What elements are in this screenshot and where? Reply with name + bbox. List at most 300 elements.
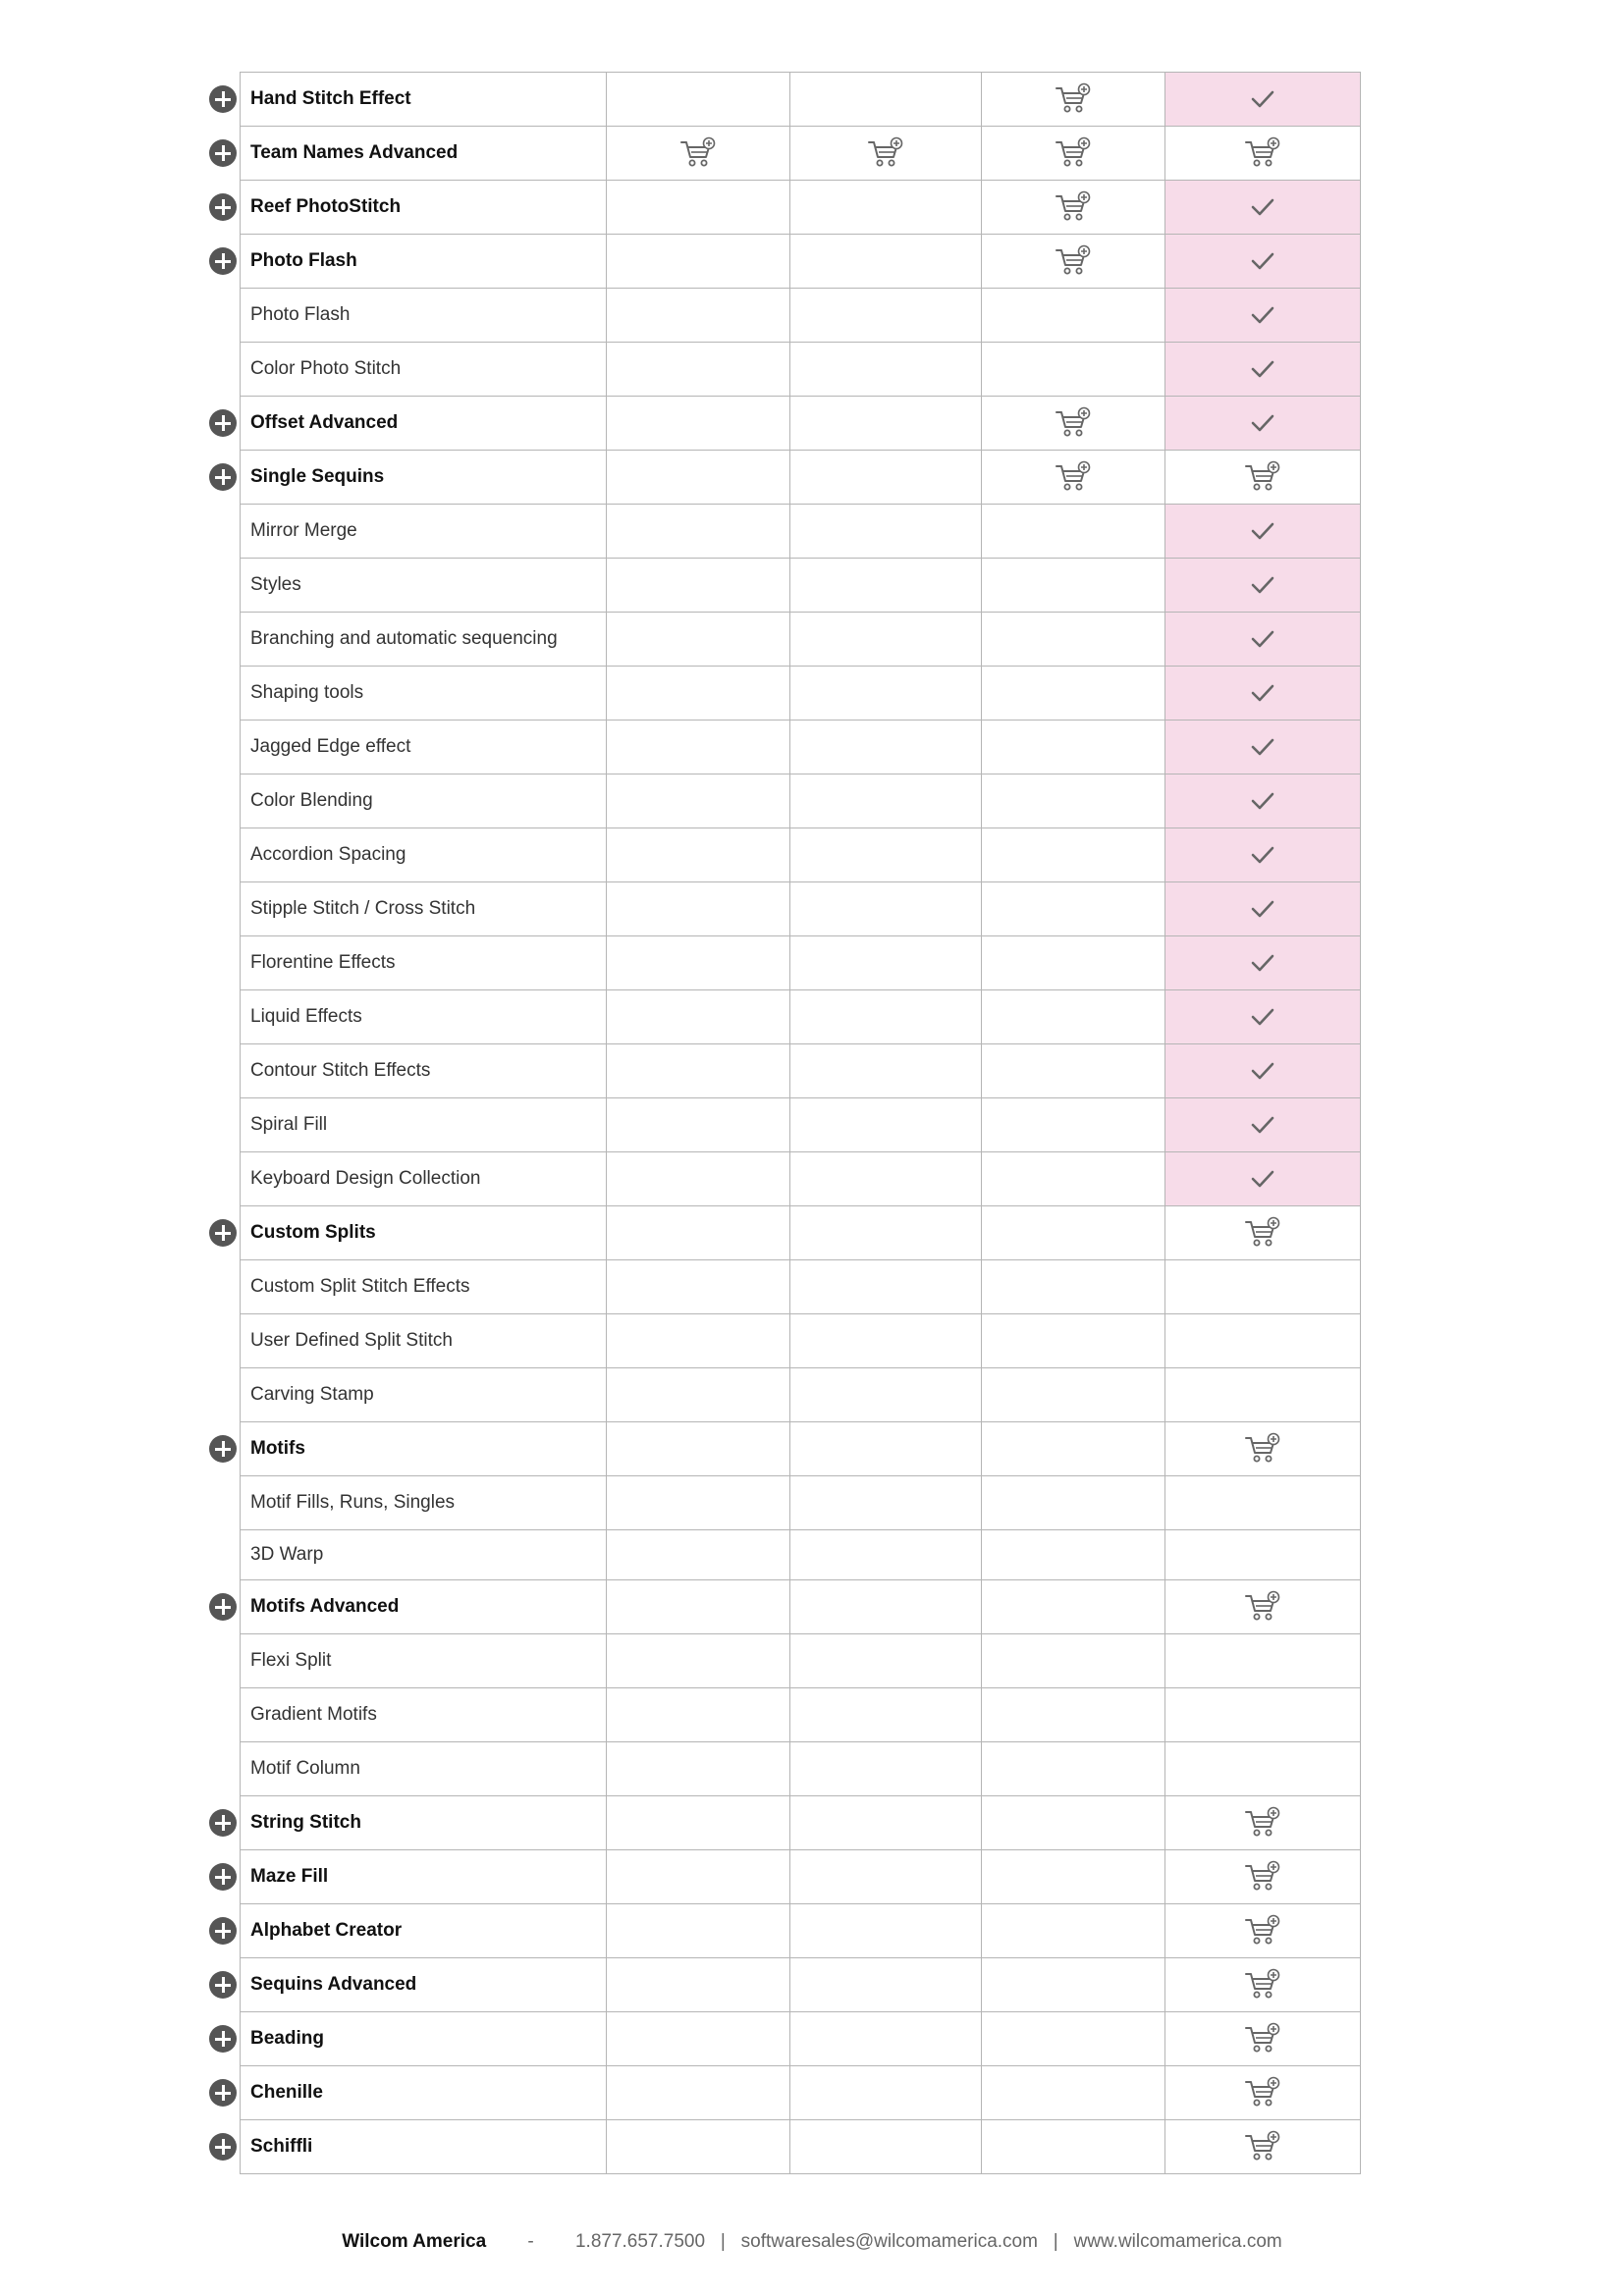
plus-circle-icon[interactable]	[209, 1435, 237, 1463]
edition-cell-3	[982, 1850, 1165, 1904]
feature-label: Offset Advanced	[250, 412, 399, 433]
edition-cell-1	[607, 289, 790, 343]
feature-name-cell	[241, 1530, 607, 1580]
edition-cell-1	[607, 1904, 790, 1958]
edition-cell-3	[982, 2066, 1165, 2120]
edition-cell-4	[1165, 1044, 1361, 1098]
feature-name-cell	[241, 289, 607, 343]
checkmark-icon	[1250, 520, 1275, 542]
edition-cell-4	[1165, 613, 1361, 667]
edition-cell-4	[1165, 1742, 1361, 1796]
plus-circle-icon[interactable]	[209, 1809, 237, 1837]
edition-cell-1	[607, 397, 790, 451]
feature-name-cell	[241, 1580, 607, 1634]
table-row	[241, 1368, 1361, 1422]
feature-label: Color Blending	[250, 790, 373, 811]
feature-label: Carving Stamp	[250, 1384, 374, 1405]
plus-circle-icon[interactable]	[209, 1971, 237, 1999]
add-to-cart-icon[interactable]	[1055, 244, 1092, 278]
edition-cell-4	[1165, 936, 1361, 990]
edition-cell-4	[1165, 1422, 1361, 1476]
edition-cell-4	[1165, 2120, 1361, 2174]
edition-cell-4	[1165, 990, 1361, 1044]
edition-cell-4	[1165, 73, 1361, 127]
plus-circle-icon[interactable]	[209, 1863, 237, 1891]
feature-name-cell	[241, 2066, 607, 2120]
feature-label: Reef PhotoStitch	[250, 196, 402, 217]
edition-cell-4	[1165, 1958, 1361, 2012]
table-row	[241, 1476, 1361, 1530]
edition-cell-3	[982, 2012, 1165, 2066]
checkmark-icon	[1250, 1114, 1275, 1136]
edition-cell-3	[982, 1476, 1165, 1530]
edition-cell-3	[982, 721, 1165, 774]
add-to-cart-icon[interactable]	[1055, 82, 1092, 116]
edition-cell-1	[607, 127, 790, 181]
feature-label: Custom Split Stitch Effects	[250, 1276, 470, 1297]
feature-name-cell	[241, 1958, 607, 2012]
checkmark-icon	[1250, 88, 1275, 110]
plus-circle-icon[interactable]	[209, 2079, 237, 2107]
edition-cell-2	[790, 1260, 982, 1314]
plus-circle-icon[interactable]	[209, 1219, 237, 1247]
feature-name-cell	[241, 73, 607, 127]
feature-label: Beading	[250, 2028, 324, 2049]
edition-cell-1	[607, 2012, 790, 2066]
edition-cell-2	[790, 451, 982, 505]
table-row	[241, 774, 1361, 828]
table-row	[241, 1152, 1361, 1206]
edition-cell-1	[607, 1260, 790, 1314]
edition-cell-2	[790, 1796, 982, 1850]
add-to-cart-icon[interactable]	[1244, 1806, 1281, 1840]
edition-cell-2	[790, 1098, 982, 1152]
edition-cell-2	[790, 1958, 982, 2012]
edition-cell-4	[1165, 559, 1361, 613]
footer-phone[interactable]: 1.877.657.7500	[574, 2231, 706, 2252]
edition-cell-1	[607, 505, 790, 559]
edition-cell-2	[790, 1850, 982, 1904]
add-to-cart-icon[interactable]	[1244, 1860, 1281, 1894]
feature-label: Florentine Effects	[250, 952, 396, 973]
feature-label: Single Sequins	[250, 466, 385, 487]
edition-cell-2	[790, 181, 982, 235]
edition-cell-3	[982, 343, 1165, 397]
edition-cell-3	[982, 505, 1165, 559]
edition-cell-2	[790, 1314, 982, 1368]
plus-circle-icon[interactable]	[209, 1593, 237, 1621]
edition-cell-4	[1165, 1580, 1361, 1634]
add-to-cart-icon[interactable]	[1055, 136, 1092, 170]
add-to-cart-icon[interactable]	[1244, 136, 1281, 170]
feature-name-cell	[241, 235, 607, 289]
table-row	[241, 1098, 1361, 1152]
feature-name-cell	[241, 1368, 607, 1422]
feature-name-cell	[241, 1422, 607, 1476]
feature-label: Flexi Split	[250, 1650, 332, 1671]
edition-cell-1	[607, 1796, 790, 1850]
plus-circle-icon[interactable]	[209, 1917, 237, 1945]
edition-cell-2	[790, 721, 982, 774]
table-row	[241, 1530, 1361, 1580]
feature-name-cell	[241, 613, 607, 667]
feature-name-cell	[241, 721, 607, 774]
edition-cell-2	[790, 1634, 982, 1688]
feature-label: String Stitch	[250, 1812, 361, 1833]
table-row	[241, 613, 1361, 667]
table-row	[241, 397, 1361, 451]
edition-cell-1	[607, 1314, 790, 1368]
add-to-cart-icon[interactable]	[1244, 1914, 1281, 1948]
edition-cell-4	[1165, 1314, 1361, 1368]
edition-cell-3	[982, 1098, 1165, 1152]
checkmark-icon	[1250, 952, 1275, 974]
edition-cell-2	[790, 289, 982, 343]
table-row	[241, 828, 1361, 882]
table-row	[241, 127, 1361, 181]
edition-cell-2	[790, 1530, 982, 1580]
plus-circle-icon[interactable]	[209, 463, 237, 491]
edition-cell-2	[790, 1422, 982, 1476]
edition-cell-2	[790, 1152, 982, 1206]
edition-cell-2	[790, 1742, 982, 1796]
edition-cell-1	[607, 613, 790, 667]
table-row	[241, 1580, 1361, 1634]
edition-cell-1	[607, 451, 790, 505]
edition-cell-2	[790, 1476, 982, 1530]
table-row	[241, 1422, 1361, 1476]
table-row	[241, 2066, 1361, 2120]
edition-cell-1	[607, 1476, 790, 1530]
edition-cell-4	[1165, 451, 1361, 505]
feature-label: Liquid Effects	[250, 1006, 362, 1027]
add-to-cart-icon[interactable]	[1244, 2076, 1281, 2109]
edition-cell-2	[790, 1368, 982, 1422]
feature-label: Alphabet Creator	[250, 1920, 403, 1941]
checkmark-icon	[1250, 844, 1275, 866]
feature-name-cell	[241, 127, 607, 181]
edition-cell-4	[1165, 127, 1361, 181]
edition-cell-1	[607, 774, 790, 828]
feature-name-cell	[241, 1476, 607, 1530]
feature-label: User Defined Split Stitch	[250, 1330, 453, 1351]
table-row	[241, 451, 1361, 505]
feature-label: Custom Splits	[250, 1222, 376, 1243]
feature-name-cell	[241, 990, 607, 1044]
edition-cell-4	[1165, 1152, 1361, 1206]
checkmark-icon	[1250, 1006, 1275, 1028]
feature-label: Chenille	[250, 2082, 323, 2103]
edition-cell-1	[607, 2120, 790, 2174]
feature-label: Mirror Merge	[250, 520, 357, 541]
feature-name-cell	[241, 1206, 607, 1260]
feature-label: Maze Fill	[250, 1866, 329, 1887]
edition-cell-3	[982, 990, 1165, 1044]
feature-name-cell	[241, 774, 607, 828]
add-to-cart-icon[interactable]	[1055, 406, 1092, 440]
plus-circle-icon[interactable]	[209, 247, 237, 275]
edition-cell-4	[1165, 1850, 1361, 1904]
edition-cell-1	[607, 721, 790, 774]
feature-label: Color Photo Stitch	[250, 358, 402, 379]
feature-name-cell	[241, 936, 607, 990]
edition-cell-2	[790, 73, 982, 127]
add-to-cart-icon[interactable]	[1055, 190, 1092, 224]
edition-cell-1	[607, 1044, 790, 1098]
footer	[0, 2231, 1624, 2253]
footer-separator: |	[1053, 2231, 1058, 2252]
edition-cell-1	[607, 667, 790, 721]
table-row	[241, 1850, 1361, 1904]
edition-cell-1	[607, 1958, 790, 2012]
edition-cell-3	[982, 1260, 1165, 1314]
edition-cell-1	[607, 2066, 790, 2120]
edition-cell-2	[790, 559, 982, 613]
edition-cell-3	[982, 1688, 1165, 1742]
feature-label: Photo Flash	[250, 250, 357, 271]
table-row	[241, 235, 1361, 289]
checkmark-icon	[1250, 1168, 1275, 1190]
feature-name-cell	[241, 1742, 607, 1796]
feature-label: Schiffli	[250, 2136, 313, 2157]
edition-cell-3	[982, 1044, 1165, 1098]
add-to-cart-icon[interactable]	[1244, 1432, 1281, 1466]
feature-label: Keyboard Design Collection	[250, 1168, 481, 1189]
edition-cell-1	[607, 828, 790, 882]
edition-cell-3	[982, 451, 1165, 505]
edition-cell-2	[790, 235, 982, 289]
feature-label: Motifs	[250, 1438, 305, 1459]
footer-website[interactable]: www.wilcomamerica.com	[1073, 2231, 1282, 2252]
edition-cell-2	[790, 1044, 982, 1098]
edition-cell-2	[790, 505, 982, 559]
edition-cell-4	[1165, 1098, 1361, 1152]
edition-cell-2	[790, 882, 982, 936]
plus-circle-icon[interactable]	[209, 409, 237, 437]
feature-name-cell	[241, 2120, 607, 2174]
footer-company: Wilcom America	[342, 2231, 487, 2252]
feature-name-cell	[241, 1796, 607, 1850]
edition-cell-1	[607, 1688, 790, 1742]
feature-name-cell	[241, 1098, 607, 1152]
feature-label: Gradient Motifs	[250, 1704, 377, 1725]
add-to-cart-icon[interactable]	[1244, 1216, 1281, 1250]
add-to-cart-icon[interactable]	[1244, 1968, 1281, 2002]
checkmark-icon	[1250, 736, 1275, 758]
edition-cell-3	[982, 774, 1165, 828]
table-row	[241, 667, 1361, 721]
edition-cell-2	[790, 613, 982, 667]
checkmark-icon	[1250, 1060, 1275, 1082]
table-row	[241, 559, 1361, 613]
edition-cell-2	[790, 343, 982, 397]
feature-label: Contour Stitch Effects	[250, 1060, 431, 1081]
add-to-cart-icon[interactable]	[679, 136, 717, 170]
feature-label: Styles	[250, 574, 301, 595]
edition-cell-1	[607, 559, 790, 613]
checkmark-icon	[1250, 250, 1275, 272]
edition-cell-1	[607, 882, 790, 936]
feature-label: Motif Fills, Runs, Singles	[250, 1492, 456, 1513]
edition-cell-3	[982, 882, 1165, 936]
edition-cell-1	[607, 1530, 790, 1580]
add-to-cart-icon[interactable]	[1244, 460, 1281, 494]
edition-cell-2	[790, 2012, 982, 2066]
edition-cell-1	[607, 1098, 790, 1152]
edition-cell-4	[1165, 1260, 1361, 1314]
edition-cell-4	[1165, 2012, 1361, 2066]
add-to-cart-icon[interactable]	[1244, 2022, 1281, 2056]
feature-label: Branching and automatic sequencing	[250, 628, 558, 649]
edition-cell-3	[982, 397, 1165, 451]
plus-circle-icon[interactable]	[209, 85, 237, 113]
feature-label: Spiral Fill	[250, 1114, 328, 1135]
edition-cell-1	[607, 936, 790, 990]
feature-label: Hand Stitch Effect	[250, 88, 411, 109]
edition-cell-4	[1165, 721, 1361, 774]
edition-cell-2	[790, 774, 982, 828]
table-row	[241, 1260, 1361, 1314]
feature-name-cell	[241, 505, 607, 559]
footer-email[interactable]: softwaresales@wilcomamerica.com	[740, 2231, 1038, 2252]
edition-cell-4	[1165, 1634, 1361, 1688]
edition-cell-4	[1165, 828, 1361, 882]
feature-name-cell	[241, 1904, 607, 1958]
feature-label: Sequins Advanced	[250, 1974, 417, 1995]
edition-cell-3	[982, 1904, 1165, 1958]
feature-name-cell	[241, 559, 607, 613]
feature-label: Accordion Spacing	[250, 844, 406, 865]
add-to-cart-icon[interactable]	[1244, 1590, 1281, 1624]
checkmark-icon	[1250, 898, 1275, 920]
edition-cell-4	[1165, 505, 1361, 559]
edition-cell-3	[982, 828, 1165, 882]
edition-cell-3	[982, 127, 1165, 181]
table-row	[241, 181, 1361, 235]
plus-circle-icon[interactable]	[209, 139, 237, 167]
edition-cell-2	[790, 1904, 982, 1958]
edition-cell-4	[1165, 289, 1361, 343]
edition-cell-2	[790, 2120, 982, 2174]
checkmark-icon	[1250, 196, 1275, 218]
edition-cell-1	[607, 1634, 790, 1688]
edition-cell-3	[982, 2120, 1165, 2174]
table-row	[241, 2120, 1361, 2174]
table-row	[241, 1688, 1361, 1742]
edition-cell-1	[607, 235, 790, 289]
edition-cell-2	[790, 1688, 982, 1742]
table-row	[241, 289, 1361, 343]
feature-name-cell	[241, 343, 607, 397]
table-row	[241, 1796, 1361, 1850]
checkmark-icon	[1250, 358, 1275, 380]
edition-cell-1	[607, 181, 790, 235]
edition-cell-4	[1165, 1796, 1361, 1850]
edition-cell-4	[1165, 181, 1361, 235]
edition-cell-4	[1165, 1368, 1361, 1422]
edition-cell-3	[982, 1958, 1165, 2012]
feature-name-cell	[241, 1152, 607, 1206]
edition-cell-3	[982, 289, 1165, 343]
feature-name-cell	[241, 1260, 607, 1314]
edition-cell-2	[790, 127, 982, 181]
edition-cell-2	[790, 1580, 982, 1634]
table-row	[241, 936, 1361, 990]
table-row	[241, 2012, 1361, 2066]
footer-separator: |	[720, 2231, 726, 2252]
edition-cell-3	[982, 1634, 1165, 1688]
edition-cell-1	[607, 1152, 790, 1206]
feature-label: 3D Warp	[250, 1544, 324, 1565]
table-row	[241, 721, 1361, 774]
table-body	[241, 73, 1361, 2174]
edition-cell-3	[982, 1314, 1165, 1368]
table-row	[241, 882, 1361, 936]
edition-cell-1	[607, 73, 790, 127]
edition-cell-1	[607, 343, 790, 397]
table-row	[241, 1206, 1361, 1260]
edition-cell-3	[982, 1206, 1165, 1260]
edition-cell-3	[982, 559, 1165, 613]
edition-cell-3	[982, 235, 1165, 289]
checkmark-icon	[1250, 574, 1275, 596]
checkmark-icon	[1250, 412, 1275, 434]
feature-name-cell	[241, 1688, 607, 1742]
plus-circle-icon[interactable]	[209, 2025, 237, 2053]
edition-cell-4	[1165, 1476, 1361, 1530]
edition-cell-1	[607, 1742, 790, 1796]
checkmark-icon	[1250, 682, 1275, 704]
edition-cell-4	[1165, 2066, 1361, 2120]
edition-cell-3	[982, 1152, 1165, 1206]
add-to-cart-icon[interactable]	[1244, 2130, 1281, 2163]
edition-cell-2	[790, 1206, 982, 1260]
table-row	[241, 1958, 1361, 2012]
edition-cell-1	[607, 1580, 790, 1634]
table-row	[241, 1742, 1361, 1796]
edition-cell-4	[1165, 1688, 1361, 1742]
table-row	[241, 1904, 1361, 1958]
edition-cell-3	[982, 1530, 1165, 1580]
table-row	[241, 343, 1361, 397]
add-to-cart-icon[interactable]	[1055, 460, 1092, 494]
plus-circle-icon[interactable]	[209, 193, 237, 221]
edition-cell-2	[790, 2066, 982, 2120]
table-row	[241, 1634, 1361, 1688]
feature-comparison-table	[240, 72, 1361, 2174]
add-to-cart-icon[interactable]	[867, 136, 904, 170]
checkmark-icon	[1250, 304, 1275, 326]
edition-cell-4	[1165, 882, 1361, 936]
table-row	[241, 1314, 1361, 1368]
footer-dash: -	[527, 2231, 534, 2252]
edition-cell-2	[790, 936, 982, 990]
edition-cell-4	[1165, 397, 1361, 451]
edition-cell-3	[982, 667, 1165, 721]
edition-cell-1	[607, 1850, 790, 1904]
feature-label: Photo Flash	[250, 304, 351, 325]
feature-label: Team Names Advanced	[250, 142, 459, 163]
checkmark-icon	[1250, 628, 1275, 650]
edition-cell-1	[607, 1368, 790, 1422]
edition-cell-2	[790, 667, 982, 721]
plus-circle-icon[interactable]	[209, 2133, 237, 2161]
edition-cell-2	[790, 990, 982, 1044]
edition-cell-3	[982, 1422, 1165, 1476]
feature-name-cell	[241, 2012, 607, 2066]
feature-name-cell	[241, 1850, 607, 1904]
edition-cell-4	[1165, 235, 1361, 289]
